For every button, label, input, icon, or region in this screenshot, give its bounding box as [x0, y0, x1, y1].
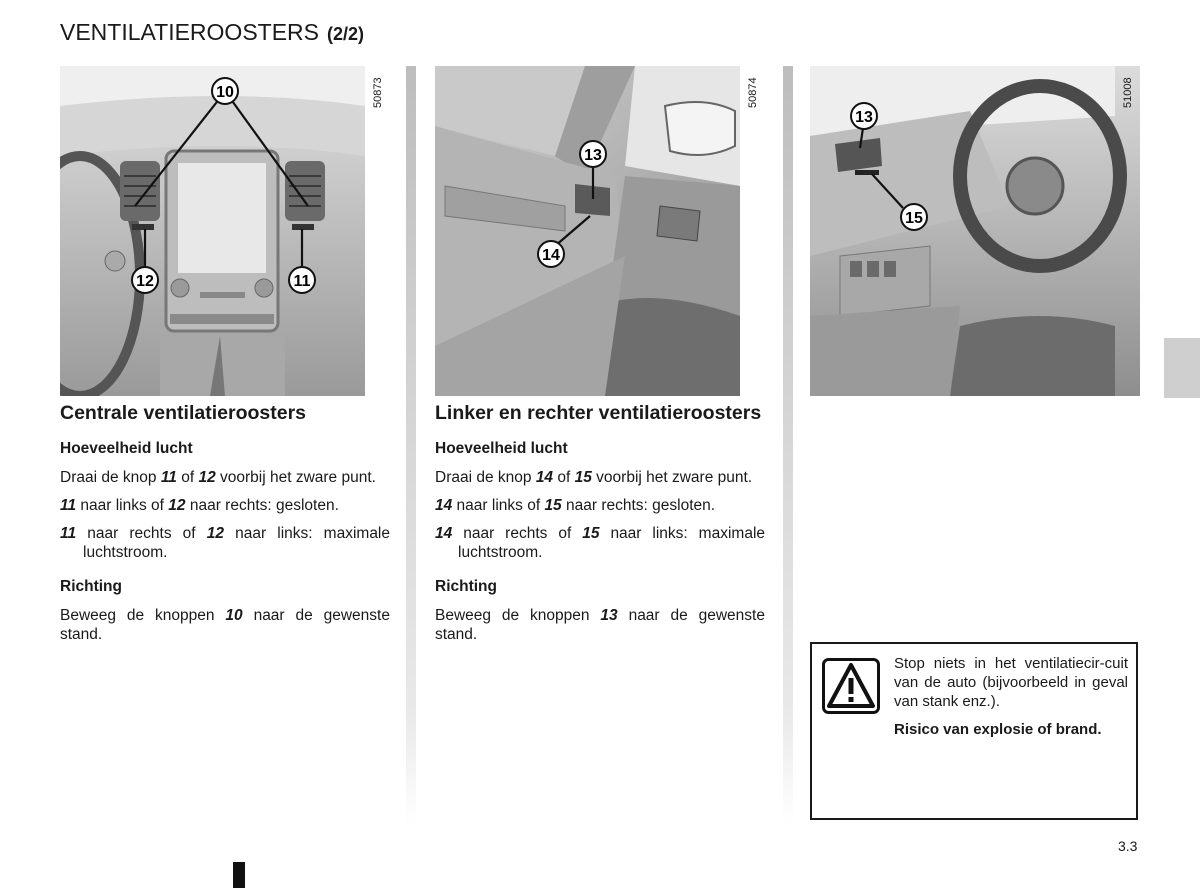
callout-label: 15: [905, 210, 923, 227]
column-side-vents: [435, 402, 765, 653]
paragraph: Draai de knop 11 of 12 voorbij het zware punt.: [60, 469, 376, 486]
column-central-vents: [60, 402, 390, 653]
section-heading: Linker en rechter ventilatieroosters: [435, 402, 762, 424]
figure-driver-vent: [810, 66, 1140, 396]
figure-reference: 51008: [1122, 77, 1134, 108]
paragraph: Beweeg de knoppen 13 naar de gewenste stand.: [435, 607, 765, 643]
figure-central-vents: [60, 66, 390, 396]
warning-text: Stop niets in het ventilatiecir-cuit van de auto (bijvoorbeeld in geval van stank enz.).: [894, 655, 1128, 710]
subheading: Richting: [60, 578, 122, 595]
callout-label: 11: [293, 273, 311, 290]
page-subtitle: (2/2): [327, 24, 365, 44]
paragraph: Draai de knop 14 of 15 voorbij het zware punt.: [435, 469, 753, 486]
subheading: Hoeveelheid lucht: [60, 440, 193, 457]
warning-emphasis: Risico van explosie of brand.: [894, 721, 1102, 738]
paragraph: 14 naar rechts of 15 naar links: maximale luchtstroom.: [435, 525, 766, 561]
callout-label: 12: [136, 273, 154, 290]
figure-reference: 50874: [747, 77, 759, 108]
warning-box: [810, 642, 1138, 820]
figure-reference: 50873: [372, 77, 384, 108]
callout-label: 13: [584, 147, 602, 164]
column-divider: [783, 66, 793, 826]
callout-label: 14: [542, 247, 560, 264]
paragraph: Beweeg de knoppen 10 naar de gewenste stand.: [60, 607, 390, 643]
paragraph: 11 naar links of 12 naar rechts: gesloten.: [60, 497, 339, 514]
paragraph: 11 naar rechts of 12 naar links: maximale luchtstroom.: [60, 525, 390, 561]
edge-marker: [233, 862, 245, 888]
callout-label: 13: [855, 109, 873, 126]
figure-side-vents: [435, 66, 765, 396]
page-number: 3.3: [1118, 838, 1138, 854]
subheading: Hoeveelheid lucht: [435, 440, 568, 457]
section-tab-marker: [1164, 338, 1200, 398]
warning-triangle-icon: [822, 658, 880, 714]
section-heading: Centrale ventilatieroosters: [60, 402, 307, 424]
subheading: Richting: [435, 578, 497, 595]
column-divider: [406, 66, 416, 826]
page-title: VENTILATIEROOSTERS (2/2): [60, 19, 365, 45]
paragraph: 14 naar links of 15 naar rechts: gesloten.: [435, 497, 716, 514]
callout-label: 10: [216, 84, 234, 101]
